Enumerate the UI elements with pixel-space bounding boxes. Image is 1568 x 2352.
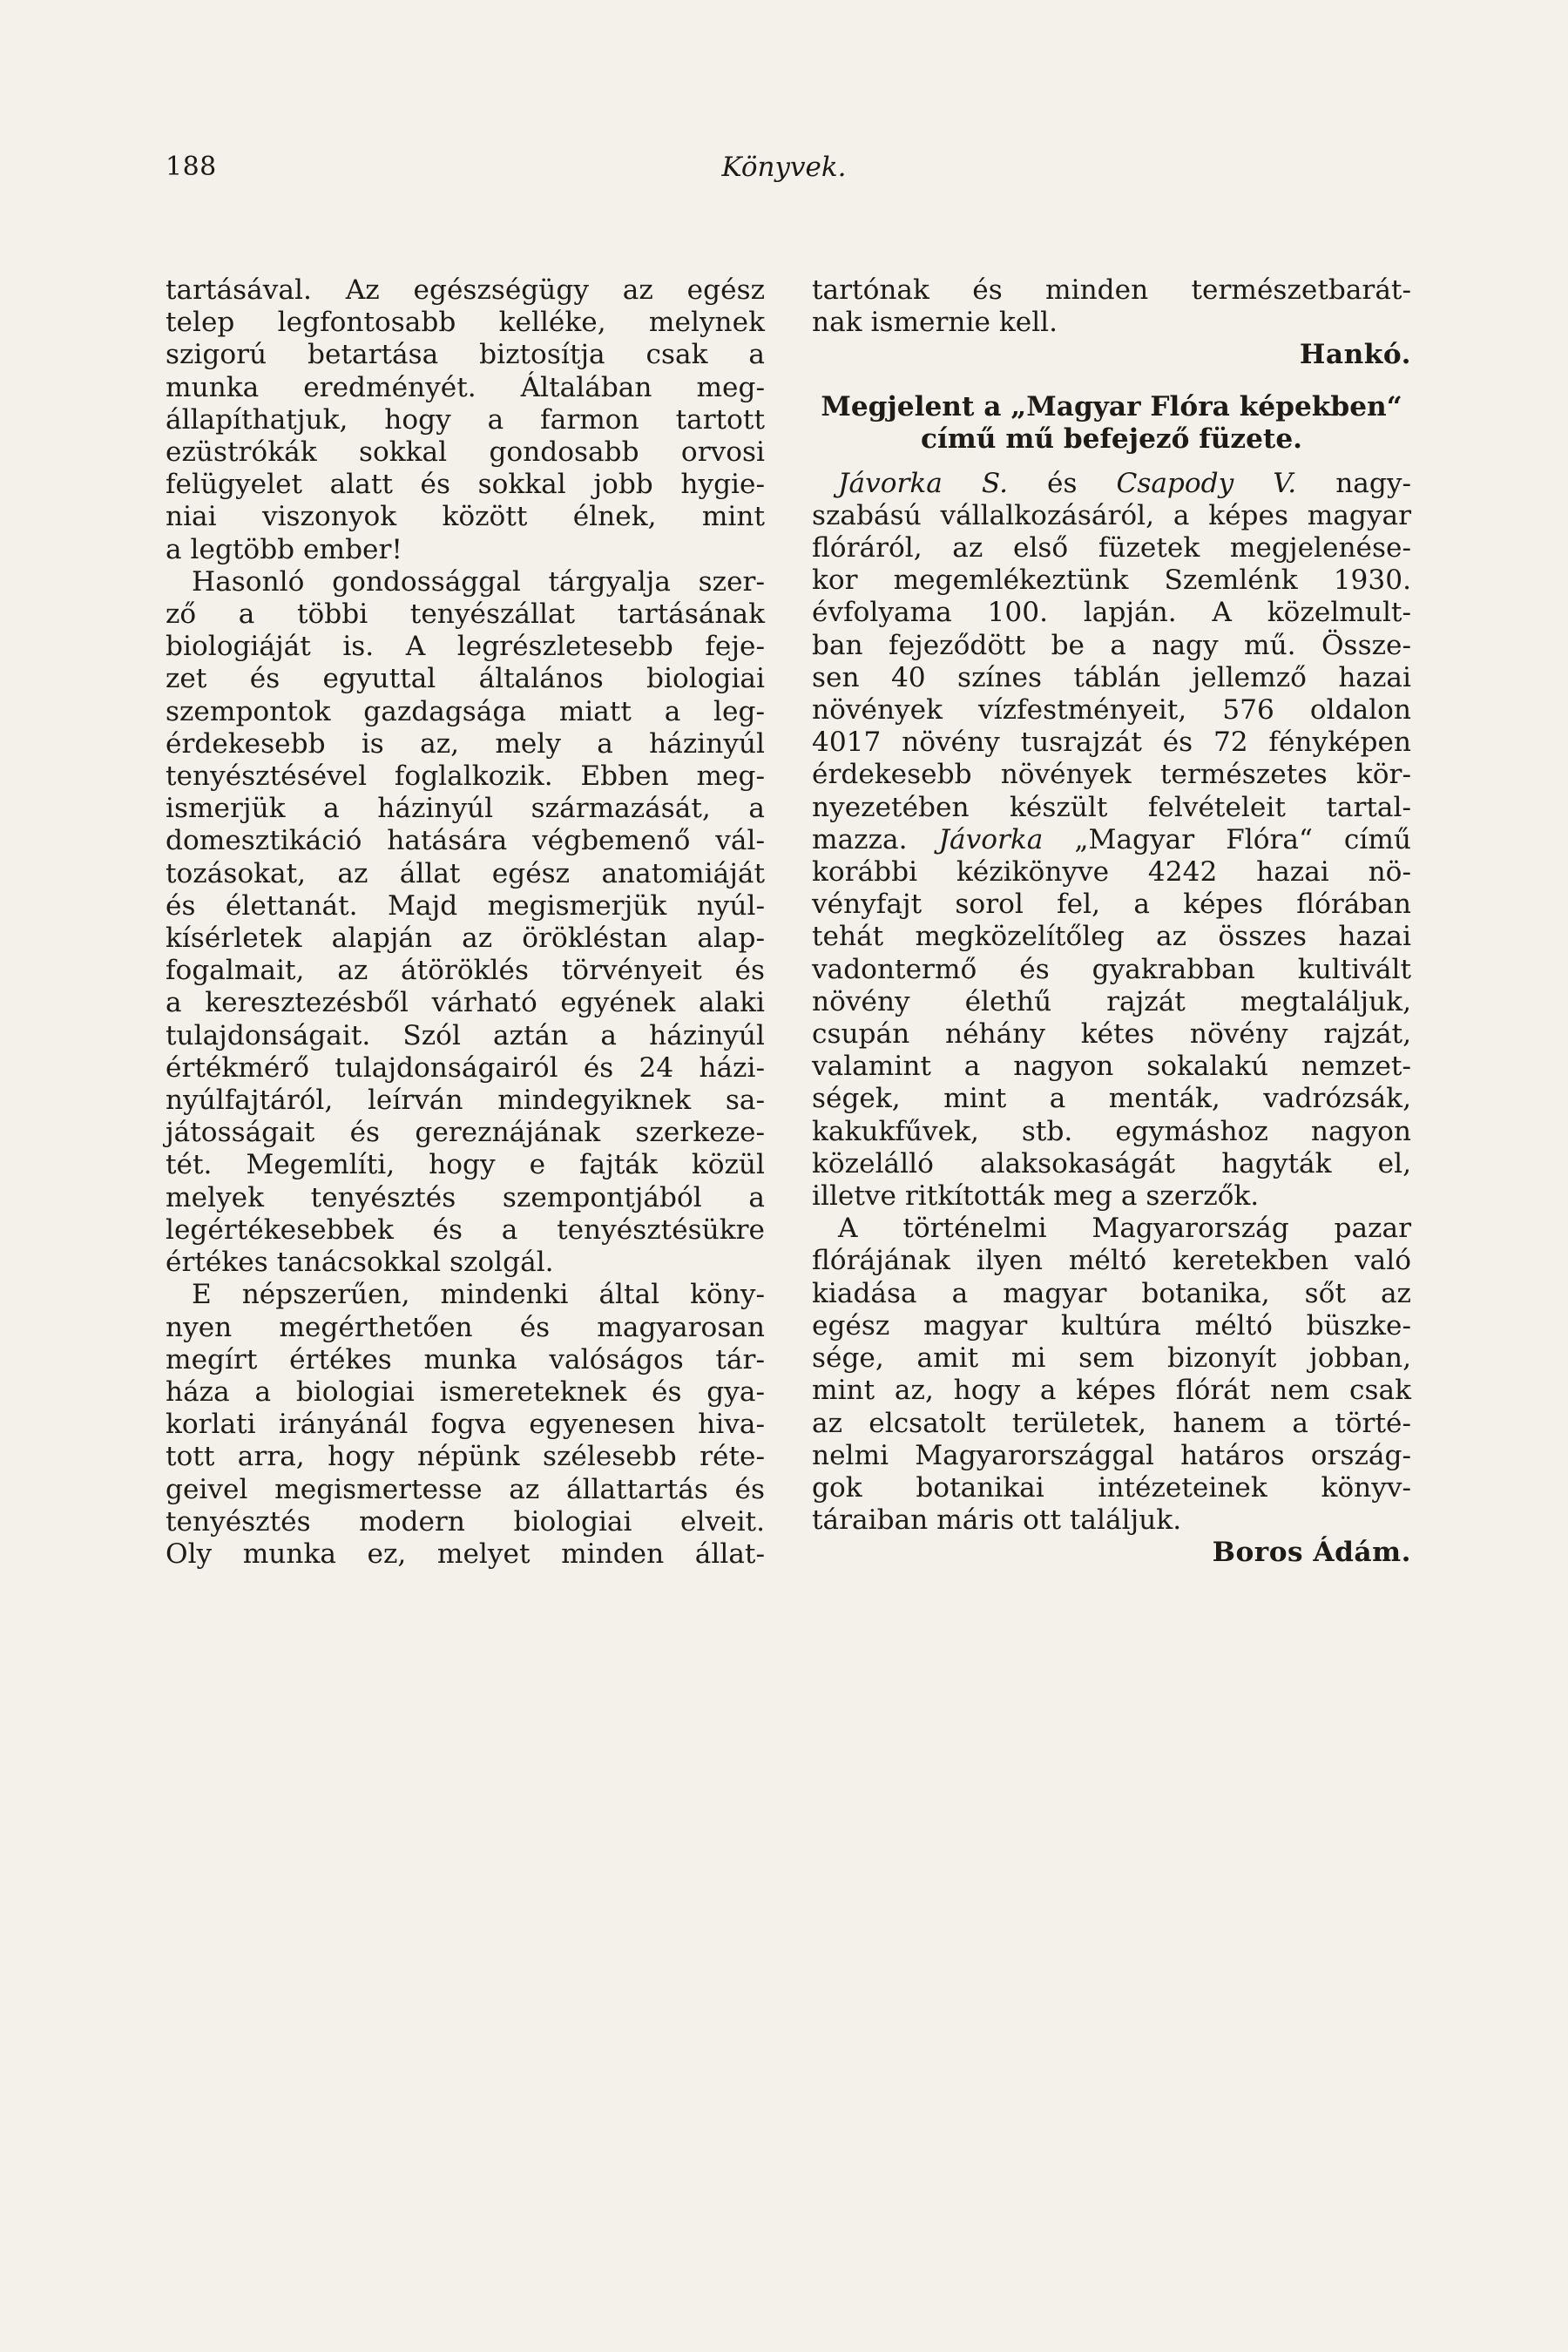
text-line: korábbi kézikönyve 4242 hazai nö- (812, 856, 1411, 889)
text-line: szabású vállalkozásáról, a képes magyar (812, 499, 1411, 531)
text-line: munka eredményét. Általában meg- (166, 371, 765, 403)
text-line: vadontermő és gyakrabban kultivált (812, 953, 1411, 985)
text-line: tulajdonságait. Szól aztán a házinyúl (166, 1019, 765, 1051)
text-line (812, 468, 1411, 500)
text-line: sen 40 színes táblán jellemző hazai (812, 661, 1411, 693)
text-line: ző a többi tenyészállat tartásának (166, 598, 765, 631)
text-line: táraiban máris ott találjuk. (812, 1504, 1182, 1537)
text-line: érdekesebb is az, mely a házinyúl (166, 727, 765, 760)
text-line: biologiáját is. A legrészletesebb feje- (166, 631, 765, 663)
text-line: kakukfűvek, stb. egymáshoz nagyon (812, 1115, 1411, 1147)
text-line: illetve ritkították meg a szerzők. (812, 1180, 1260, 1213)
text-line: értékes tanácsokkal szolgál. (166, 1247, 554, 1279)
text-line: növények vízfestményeit, 576 oldalon (812, 694, 1411, 727)
text-line: tehát megközelítőleg az összes hazai (812, 921, 1411, 953)
text-line: flóráról, az első füzetek megjelenése- (812, 532, 1411, 564)
text-line: közelálló alaksokaságát hagyták el, (812, 1147, 1411, 1179)
text-line: játosságait és gereznájának szerkeze- (166, 1117, 765, 1149)
text-line: A történelmi Magyarország pazar (838, 1213, 1411, 1245)
text-line: ezüstrókák sokkal gondosabb orvosi (166, 436, 765, 469)
right-column (812, 274, 1411, 1570)
page-number: 188 (166, 152, 217, 182)
text-line: valamint a nagyon sokalakú nemzet- (812, 1051, 1411, 1083)
text-line: szigorú betartása biztosítja csak a (166, 339, 765, 371)
text-line: ségek, mint a menták, vadrózsák, (812, 1083, 1411, 1115)
text-line: háza a biologiai ismereteknek és gya- (166, 1375, 765, 1408)
text-line: egész magyar kultúra méltó büszke- (812, 1309, 1411, 1342)
text-line: legértékesebbek és a tenyésztésükre (166, 1213, 765, 1246)
text-line: a legtöbb ember! (166, 533, 402, 565)
text-line: Oly munka ez, melyet minden állat- (166, 1538, 765, 1570)
text-line: állapíthatjuk, hogy a farmon tartott (166, 403, 765, 436)
text-fragment: „Magyar Flóra“ című (1043, 823, 1411, 855)
text-line: tenyésztés modern biologiai elveit. (166, 1505, 765, 1538)
announcement-heading-line: című mű befejező füzete. (920, 422, 1303, 455)
text-line: kiadása a magyar botanika, sőt az (812, 1277, 1411, 1309)
text-line: nelmi Magyarországgal határos ország- (812, 1439, 1411, 1471)
text-line: gok botanikai intézeteinek könyv- (812, 1471, 1411, 1504)
text-line: E népszerűen, mindenki által köny- (192, 1279, 765, 1311)
author-name: Jávorka (938, 823, 1044, 855)
text-line: felügyelet alatt és sokkal jobb hygie- (166, 469, 765, 501)
text-line (812, 824, 1411, 856)
text-line: az elcsatolt területek, hanem a törté- (812, 1407, 1411, 1439)
text-line: kísérletek alapján az örökléstan alap- (166, 923, 765, 955)
text-line: nyen megérthetően és magyarosan (166, 1311, 765, 1343)
text-line: megírt értékes munka valóságos tár- (166, 1343, 765, 1375)
announcement-heading-line: Megjelent a „Magyar Flóra képekben“ (821, 390, 1402, 422)
text-line: tét. Megemlíti, hogy e fajták közül (166, 1149, 765, 1181)
text-line: és élettanát. Majd megismerjük nyúl- (166, 889, 765, 922)
text-line: nyezetében készült felvételeit tartal- (812, 791, 1411, 823)
text-line: Hasonló gondossággal tárgyalja szer- (192, 565, 765, 598)
text-line: telep legfontosabb kelléke, melynek (166, 307, 765, 339)
text-line: tartónak és minden természetbarát- (812, 274, 1411, 306)
text-line: tenyésztésével foglalkozik. Ebben meg- (166, 760, 765, 793)
text-line: mint az, hogy a képes flórát nem csak (812, 1375, 1411, 1407)
text-line: érdekesebb növények természetes kör- (812, 759, 1411, 791)
text-line: vényfajt sorol fel, a képes flórában (812, 889, 1411, 921)
text-line: flórájának ilyen méltó keretekben való (812, 1245, 1411, 1277)
author-name: Jávorka S. (838, 467, 1009, 499)
text-line: nyúlfajtáról, leírván mindegyiknek sa- (166, 1085, 765, 1117)
left-column (166, 274, 765, 1571)
text-fragment: mazza. (812, 823, 939, 855)
running-head: Könyvek. (721, 152, 847, 183)
text-line: zet és egyuttal általános biologiai (166, 663, 765, 695)
text-line: sége, amit mi sem bizonyít jobban, (812, 1342, 1411, 1375)
text-line: tozásokat, az állat egész anatomiáját (166, 857, 765, 889)
text-line: növény élethű rajzát megtaláljuk, (812, 985, 1411, 1017)
text-line: geivel megismertesse az állattartás és (166, 1473, 765, 1505)
text-line: ismerjük a házinyúl származását, a (166, 793, 765, 825)
text-line: 4017 növény tusrajzát és 72 fényképen (812, 727, 1411, 759)
text-line: évfolyama 100. lapján. A közelmult- (812, 597, 1411, 629)
text-line: ban fejeződött be a nagy mű. Össze- (812, 629, 1411, 661)
author-signature: Boros Ádám. (1212, 1537, 1411, 1569)
text-line: fogalmait, az átöröklés törvényeit és (166, 955, 765, 987)
text-line: domesztikáció hatására végbemenő vál- (166, 825, 765, 857)
text-line: a keresztezésből várható egyének alaki (166, 987, 765, 1019)
text-line: melyek tenyésztés szempontjából a (166, 1181, 765, 1213)
connector-text: és (1008, 467, 1117, 499)
text-fragment: nagy- (1296, 467, 1411, 499)
text-line: csupán néhány kétes növény rajzát, (812, 1018, 1411, 1051)
text-line: értékmérő tulajdonságairól és 24 házi- (166, 1051, 765, 1084)
author-name: Csapody V. (1116, 467, 1297, 499)
text-line: szempontok gazdagsága miatt a leg- (166, 695, 765, 727)
text-line: tartásával. Az egészségügy az egész (166, 274, 765, 306)
text-line: kor megemlékeztünk Szemlénk 1930. (812, 564, 1411, 597)
text-line: nak ismernie kell. (812, 307, 1058, 339)
text-line: tott arra, hogy népünk szélesebb réte- (166, 1441, 765, 1473)
text-line: korlati irányánál fogva egyenesen hiva- (166, 1409, 765, 1441)
author-signature: Hankó. (1299, 339, 1411, 371)
text-line: niai viszonyok között élnek, mint (166, 501, 765, 533)
